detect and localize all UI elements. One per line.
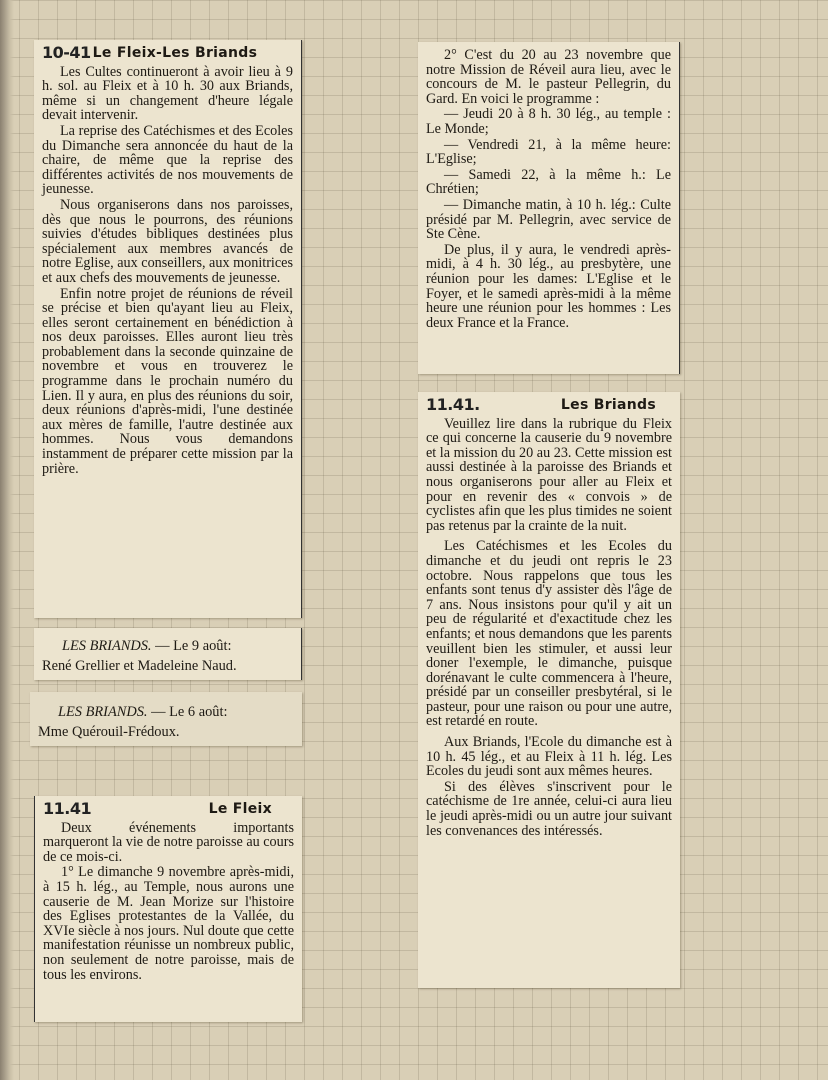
handwritten-date: 11.41. xyxy=(426,395,480,414)
clipping-header xyxy=(42,43,293,62)
paragraph: 1° Le dimanche 9 novembre après-midi, à 15 h. lég., au Temple, nous aurons une causerie de M. Jean Morize sur l'histoire des Eglises protestantes de la Vallée, du XVIe siècle à nos jours. Nul doute que cette manifestation réunisse un nombreux public, non seulement de notre paroisse, mais de tous les environs. xyxy=(43,864,294,983)
notice-date: — Le 6 août: xyxy=(147,704,228,720)
notice-names: René Grellier et Madeleine Naud. xyxy=(42,658,237,674)
paragraph: — Samedi 22, à la même h.: Le Chrétien; xyxy=(426,166,671,198)
clipping-header xyxy=(426,395,672,414)
paragraph: — Jeudi 20 à 8 h. 30 lég., au temple : Le Monde; xyxy=(426,106,671,137)
clipping-les-briands xyxy=(418,392,680,988)
notice-date: — Le 9 août: xyxy=(151,638,232,654)
paragraph: Nous organiserons dans nos paroisses, dès que nous le pourrons, des réunions suivies d'études bibliques destinées plus spécialement aux membres avancés de notre Eglise, aux conseillers, aux monitrices et aux chefs des mouvements de jeunesse. xyxy=(42,196,293,286)
paragraph: Les Catéchismes et les Ecoles du dimanche et du jeudi ont repris le 23 octobre. Nous rappelons que tous les enfants sont tenus d'y assister dès l'âge de 7 ans. Nous insistons pour qu'il y ait un peu de régularité et d'exactitude chez les enfants; et nous demandons que les parents veuillent bien les stimuler, et aussi leur doner l'exemple, le dimanche, puisque dorénavant le culte commencera à l'heure, présidé par un conseiller presbytéral, si le pasteur, pour une raison ou pour une autre, est retardé en route. xyxy=(426,538,672,730)
paragraph: 2° C'est du 20 au 23 novembre que notre Mission de Réveil aura lieu, avec le concours de M. le pasteur Pellegrin, du Gard. En voici le programme : xyxy=(426,47,671,107)
notice-place: LES BRIANDS. xyxy=(58,704,148,720)
notice-names: Mme Quérouil-Frédoux. xyxy=(38,724,180,740)
clipping-title: Le Fleix-Les Briands xyxy=(92,45,258,61)
notice-les-briands-9-aout xyxy=(34,628,302,680)
paragraph: Veuillez lire dans la rubrique du Fleix ce qui concerne la causerie du 9 novembre et la mission du 20 au 23. Cette mission est aussi destinée à la paroisse des Briands et nous organiserons pour aller au Fleix et pour en revenir des « convois » de cyclistes afin que les plus timides ne soient pas retenus par la crainte de la nuit. xyxy=(426,415,672,534)
clipping-le-fleix-les-briands xyxy=(34,40,302,618)
handwritten-date: 10-41 xyxy=(42,43,91,62)
notice-place: LES BRIANDS. xyxy=(62,638,152,654)
paragraph: La reprise des Catéchismes et des Ecoles du Dimanche sera annoncée du haut de la chaire, de même que la reprise des différentes activités de nos mouvements de jeunesse. xyxy=(42,122,293,198)
notebook-binding xyxy=(0,0,14,1080)
paragraph: — Dimanche matin, à 10 h. lég.: Culte présidé par M. Pellegrin, avec service de Ste Cène. xyxy=(426,196,671,243)
clipping-title: Les Briands xyxy=(560,397,656,413)
clipping-mission-de-reveil xyxy=(418,42,680,374)
paragraph: Enfin notre projet de réunions de réveil se précise et bien qu'ayant lieu au Fleix, elles seront certainement en bénédiction à nos deux paroisses. Elles auront lieu très probablement dans la seconde quinzaine de novembre et vous en trouverez le programme dans le prochain numéro du Lien. Il y aura, en plus des réunions du soir, deux réunions d'après-midi, l'une destinée aux mères de famille, l'autre destinée aux hommes. Nous vous demandons instamment de préparer cette mission par la prière. xyxy=(42,285,293,477)
clipping-title: Le Fleix xyxy=(208,801,272,817)
handwritten-date: 11.41 xyxy=(43,799,92,818)
paragraph: Aux Briands, l'Ecole du dimanche est à 10 h. 45 lég., et au Fleix à 11 h. lég. Les Ecoles du jeudi sont aux mêmes heures. xyxy=(426,734,672,780)
notice-les-briands-6-aout xyxy=(30,692,302,746)
paragraph: — Vendredi 21, à la même heure: L'Eglise; xyxy=(426,136,671,168)
clipping-le-fleix xyxy=(34,796,302,1022)
clipping-header xyxy=(43,799,294,818)
paragraph: Deux événements importants marqueront la vie de notre paroisse au cours de ce mois-ci. xyxy=(43,819,294,865)
paragraph: De plus, il y aura, le vendredi après-midi, à 4 h. 30 lég., au presbytère, une réunion pour les dames: L'Eglise et le Foyer, et le samedi après-midi à la même heure une réunion pour les hommes : Les deux France et la France. xyxy=(426,241,671,331)
paragraph: Si des élèves s'inscrivent pour le catéchisme de 1re année, celui-ci aura lieu le jeudi après-midi ou un autre jour suivant les convenances des intéressés. xyxy=(426,778,672,839)
paragraph: Les Cultes continueront à avoir lieu à 9 h. sol. au Fleix et à 10 h. 30 aux Briands, même si un changement d'heure légale devait intervenir. xyxy=(42,63,293,124)
